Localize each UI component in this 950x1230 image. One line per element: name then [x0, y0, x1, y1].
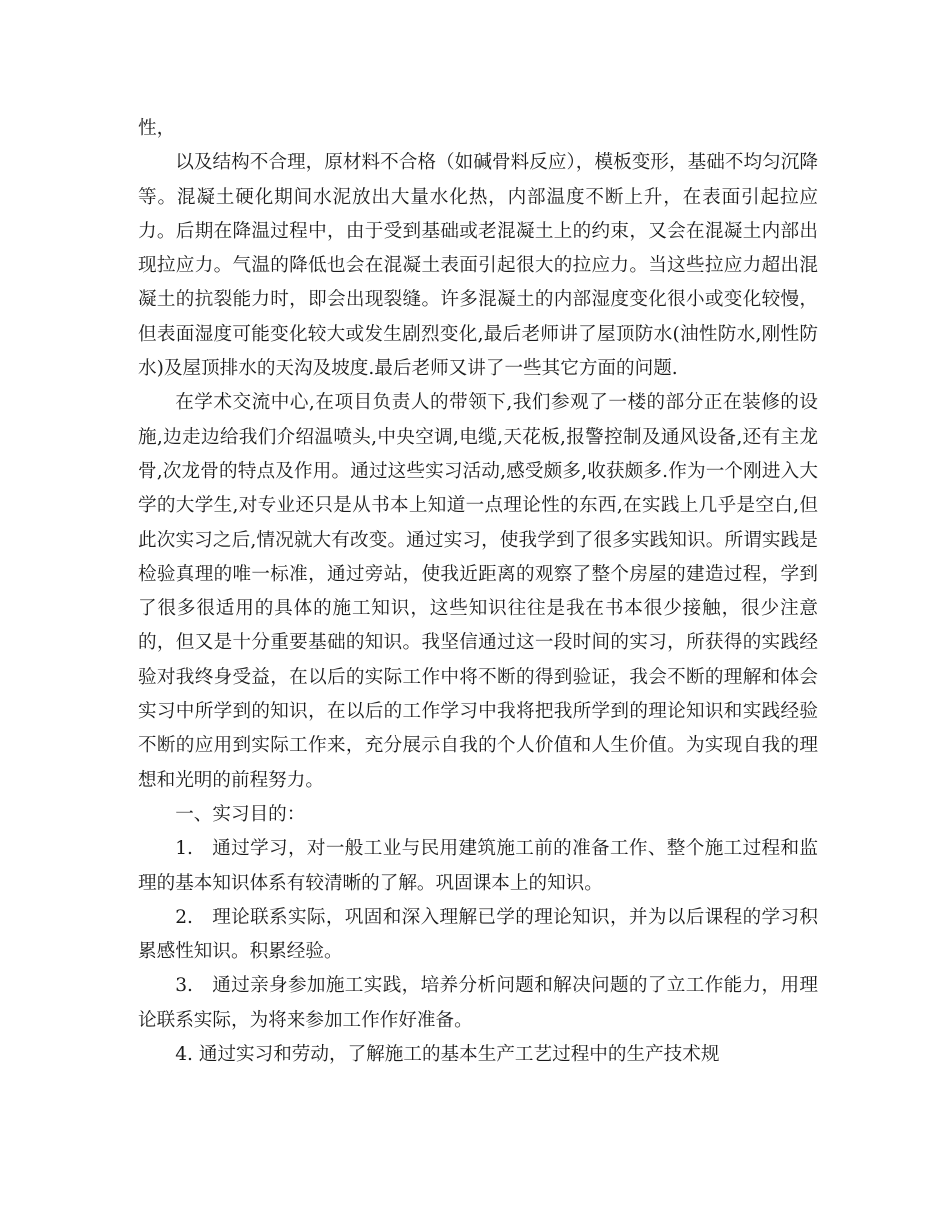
list-item-1: 1. 通过学习，对一般工业与民用建筑施工前的准备工作、整个施工过程和监理的基本知识体系有较清晰的了解。巩固课本上的知识。 [138, 838, 818, 894]
list-item-3: 3. 通过亲身参加施工实践，培养分析问题和解决问题的了立工作能力，用理论联系实际，为将来参加工作作好准备。 [138, 975, 818, 1031]
body-text [138, 112, 818, 1072]
list-item-4: 4. 通过实习和劳动，了解施工的基本生产工艺过程中的生产技术规 [175, 1044, 720, 1066]
section-heading-internship-purpose: 一、实习目的： [175, 803, 306, 825]
list-item-2: 2. 理论联系实际，巩固和深入理解已学的理论知识，并为以后课程的学习积累感性知识。积累经验。 [138, 906, 818, 963]
paragraph-cracks-and-roofing: 以及结构不合理，原材料不合格（如碱骨料反应），模板变形，基础不均匀沉降等。混凝土硬化期间水泥放出大量水化热，内部温度不断上升，在表面引起拉应力。后期在降温过程中，由于受到基础或老混凝土上的约束，又会在混凝土内部出现拉应力。气温的降低也会在混凝土表面引起很大的拉应力。当这些拉应力超出混凝土的抗裂能力时，即会出现裂缝。许多混凝土的内部湿度变化很小或变化较慢，但表面湿度可能变化较大或发生剧烈变化,最后老师讲了屋顶防水(油性防水,刚性防水)及屋顶排水的天沟及坡度.最后老师又讲了一些其它方面的问题. [138, 152, 818, 380]
paragraph-continuation: 性， [138, 118, 176, 139]
paragraph-academic-center-visit: 在学术交流中心,在项目负责人的带领下,我们参观了一楼的部分正在装修的设施,边走边给我们介绍温喷头,中央空调,电缆,天花板,报警控制及通风设备,还有主龙骨,次龙骨的特点及作用。通过这些实习活动,感受颇多,收获颇多.作为一个刚进入大学的大学生,对专业还只是从书本上知道一点理论性的东西,在实践上几乎是空白,但此次实习之后,情况就大有改变。通过实习，使我学到了很多实践知识。所谓实践是检验真理的唯一标准，通过旁站，使我近距离的观察了整个房屋的建造过程，学到了很多很适用的具体的施工知识，这些知识往往是我在书本很少接触，很少注意的，但又是十分重要基础的知识。我坚信通过这一段时间的实习，所获得的实践经验对我终身受益，在以后的实际工作中将不断的得到验证，我会不断的理解和体会实习中所学到的知识，在以后的工作学习中我将把我所学到的理论知识和实践经验不断的应用到实际工作来，充分展示自我的个人价值和人生价值。为实现自我的理想和光明的前程努力。 [138, 392, 818, 791]
